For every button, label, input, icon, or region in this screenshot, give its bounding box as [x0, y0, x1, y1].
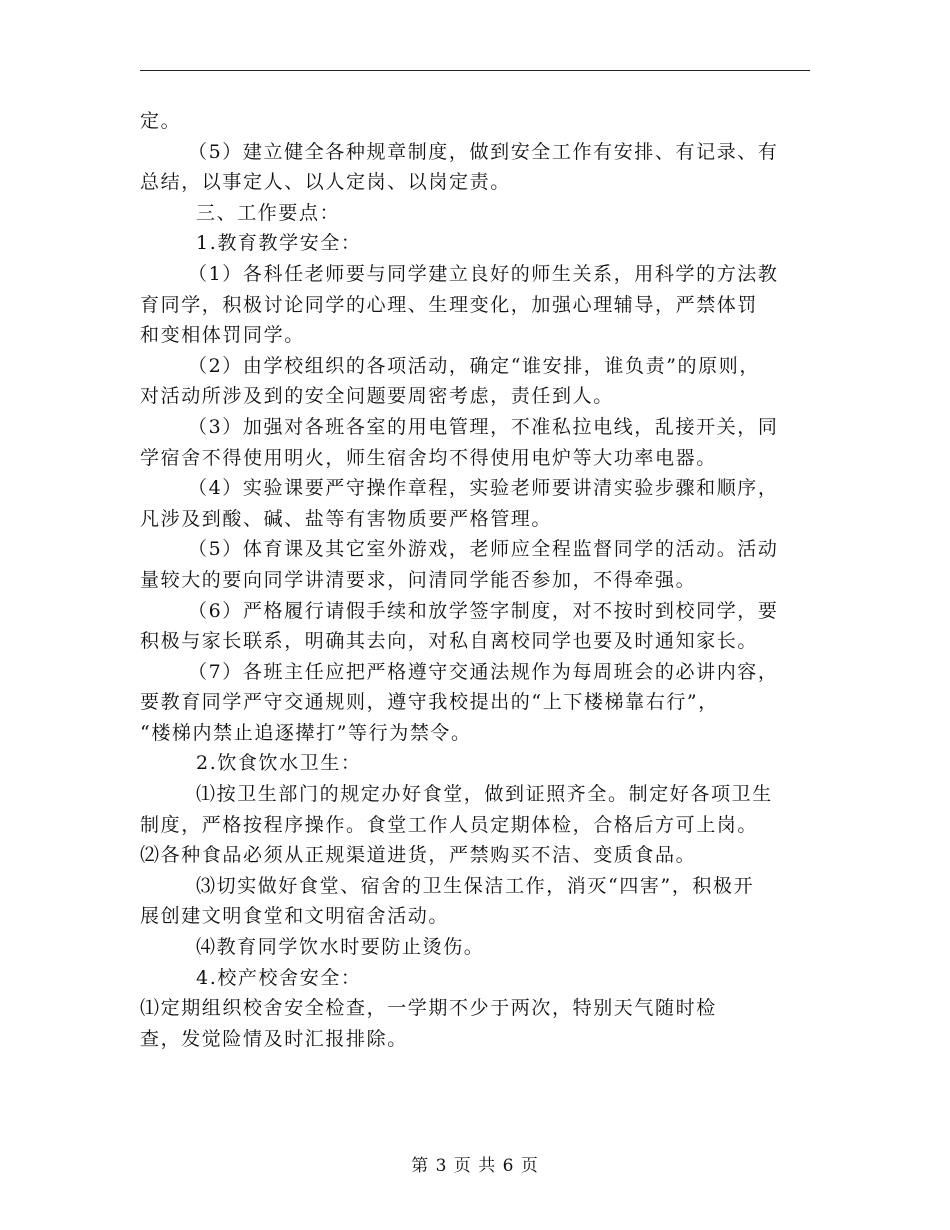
text-line: （3）加强对各班各室的用电管理，不准私拉电线，乱接开关，同: [188, 415, 779, 438]
subsection-heading: 4.校产校舍安全：: [196, 966, 362, 989]
text-line: “楼梯内禁止追逐撵打”等行为禁令。: [140, 721, 472, 744]
text-line: ⑵各种食品必须从正规渠道进货，严禁购买不洁、变质食品。: [140, 844, 697, 867]
text-line: （6）严格履行请假手续和放学签字制度，对不按时到校同学，要: [188, 599, 779, 622]
text-line: 展创建文明食堂和文明宿舍活动。: [140, 905, 450, 928]
text-line: 定。: [140, 110, 182, 132]
header-rule: [140, 70, 810, 71]
text-line: 和变相体罚同学。: [140, 324, 305, 347]
text-line: ⑴按卫生部门的规定办好食堂，做到证照齐全。制定好各项卫生: [196, 783, 773, 806]
text-line: （7）各班主任应把严格遵守交通法规作为每周班会的必讲内容，: [188, 660, 779, 683]
text-line: 育同学，积极讨论同学的心理、生理变化，加强心理辅导，严禁体罚: [140, 293, 759, 316]
text-line: 凡涉及到酸、碱、盐等有害物质要严格管理。: [140, 507, 553, 530]
text-line: 查，发觉险情及时汇报排除。: [140, 1027, 408, 1050]
text-line: 总结，以事定人、以人定岗、以岗定责。: [140, 171, 511, 194]
page-footer: 第 3 页 共 6 页: [411, 1156, 539, 1176]
text-line: （4）实验课要严守操作章程，实验老师要讲清实验步骤和顺序，: [188, 477, 779, 500]
text-line: 学宿舍不得使用明火，师生宿舍均不得使用电炉等大功率电器。: [140, 446, 717, 469]
text-line: （1）各科任老师要与同学建立良好的师生关系，用科学的方法教: [188, 262, 779, 285]
text-line: 量较大的要向同学讲清要求，问清同学能否参加，不得牵强。: [140, 568, 697, 591]
text-line: 对活动所涉及到的安全问题要周密考虑，责任到人。: [140, 385, 614, 408]
section-heading: 三、工作要点：: [196, 201, 341, 224]
text-line: 制度，严格按程序操作。食堂工作人员定期体检，合格后方可上岗。: [140, 813, 759, 836]
text-line: 积极与家长联系，明确其去向，对私自离校同学也要及时通知家长。: [140, 630, 759, 653]
subsection-heading: 2.饮食饮水卫生：: [196, 752, 362, 775]
text-line: （5）建立健全各种规章制度，做到安全工作有安排、有记录、有: [188, 140, 779, 163]
text-line: ⑶切实做好食堂、宿舍的卫生保洁工作，消灭“四害”，积极开: [196, 874, 755, 897]
text-line: 要教育同学严守交通规则，遵守我校提出的“上下楼梯靠右行”，: [140, 691, 719, 714]
subsection-heading: 1.教育教学安全：: [196, 232, 362, 255]
text-line: ⑷教育同学饮水时要防止烫伤。: [196, 936, 485, 959]
text-line: （2）由学校组织的各项活动，确定“谁安排，谁负责”的原则，: [188, 354, 760, 377]
text-line: （5）体育课及其它室外游戏，老师应全程监督同学的活动。活动: [188, 538, 779, 561]
text-line: ⑴定期组织校舍安全检查，一学期不少于两次，特别天气随时检: [140, 997, 717, 1020]
document-body: [140, 106, 812, 1054]
